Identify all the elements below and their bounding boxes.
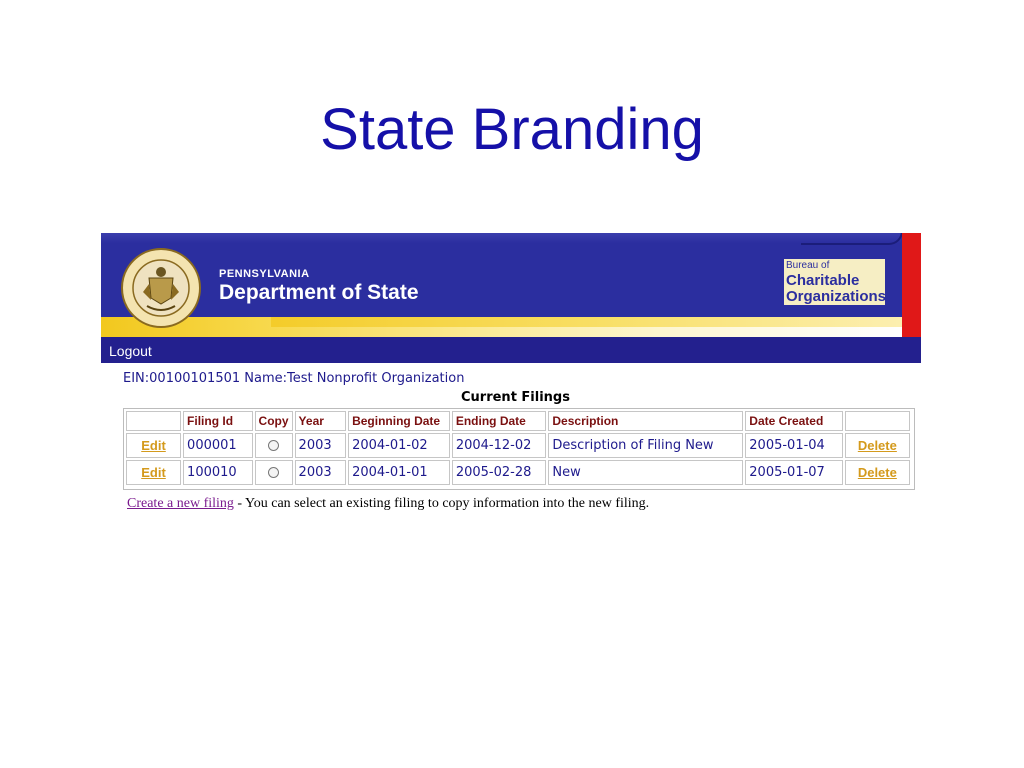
- edit-link[interactable]: Edit: [141, 437, 166, 453]
- column-header-copy: Copy: [255, 411, 293, 431]
- header-banner: [101, 233, 921, 337]
- create-filing-link[interactable]: Create a new filing: [127, 496, 234, 511]
- state-seal-icon: [121, 248, 201, 328]
- column-header-date-created: Date Created: [745, 411, 842, 431]
- description-cell: Description of Filing New: [548, 433, 743, 458]
- delete-link[interactable]: Delete: [857, 464, 897, 480]
- ein-value: 00100101501: [149, 371, 241, 386]
- nav-bar: [101, 337, 921, 363]
- edit-cell: [126, 433, 181, 458]
- banner-state-name: PENNSYLVANIA: [219, 268, 310, 280]
- copy-radio[interactable]: [268, 440, 279, 451]
- banner-department-name: Department of State: [219, 281, 419, 304]
- slide-title: State Branding: [320, 97, 704, 162]
- description-cell: New: [548, 460, 743, 485]
- table-header-row: [126, 411, 910, 431]
- edit-cell: [126, 460, 181, 485]
- column-header-actions: [126, 411, 181, 431]
- ending-date-cell: 2004-12-02: [452, 433, 547, 458]
- create-filing-line: [127, 496, 649, 512]
- org-name-value: Test Nonprofit Organization: [287, 371, 465, 386]
- delete-cell: [845, 460, 910, 485]
- ein-label: EIN:: [123, 371, 150, 386]
- org-name-label: Name:: [244, 371, 288, 386]
- bureau-logo-line-0: Bureau of: [786, 260, 830, 271]
- column-header-ending-date: Ending Date: [452, 411, 547, 431]
- logout-link[interactable]: Logout: [109, 343, 152, 359]
- filings-table: [124, 409, 912, 487]
- delete-link[interactable]: Delete: [857, 437, 897, 453]
- banner-curve: [801, 233, 903, 245]
- filing-id-cell: 100010: [183, 460, 253, 485]
- create-filing-hint: - You can select an existing filing to copy information into the new filing.: [233, 496, 650, 511]
- banner-red-bar: [902, 233, 921, 337]
- edit-link[interactable]: Edit: [141, 464, 166, 480]
- bureau-logo: [784, 259, 885, 305]
- table-caption: Current Filings: [461, 390, 570, 405]
- year-cell: 2003: [295, 460, 347, 485]
- ending-date-cell: 2005-02-28: [452, 460, 547, 485]
- date-created-cell: 2005-01-04: [745, 433, 842, 458]
- copy-cell: [255, 433, 293, 458]
- copy-radio[interactable]: [268, 467, 279, 478]
- copy-cell: [255, 460, 293, 485]
- table-row: [126, 433, 910, 458]
- banner-gold-stripe-upper: [271, 317, 902, 327]
- bureau-logo-line-2: Organizations: [786, 288, 887, 305]
- beginning-date-cell: 2004-01-02: [348, 433, 450, 458]
- organization-info: [123, 371, 464, 386]
- filings-table-container: [123, 408, 915, 490]
- column-header-beginning-date: Beginning Date: [348, 411, 450, 431]
- app-screenshot: [101, 233, 921, 523]
- delete-cell: [845, 433, 910, 458]
- beginning-date-cell: 2004-01-01: [348, 460, 450, 485]
- date-created-cell: 2005-01-07: [745, 460, 842, 485]
- column-header-description: Description: [548, 411, 743, 431]
- column-header-year: Year: [295, 411, 347, 431]
- filing-id-cell: 000001: [183, 433, 253, 458]
- column-header-filing-id: Filing Id: [183, 411, 253, 431]
- banner-top-band: [101, 233, 901, 243]
- table-row: [126, 460, 910, 485]
- year-cell: 2003: [295, 433, 347, 458]
- column-header-delete: [845, 411, 910, 431]
- bureau-logo-line-1: Charitable: [786, 272, 860, 289]
